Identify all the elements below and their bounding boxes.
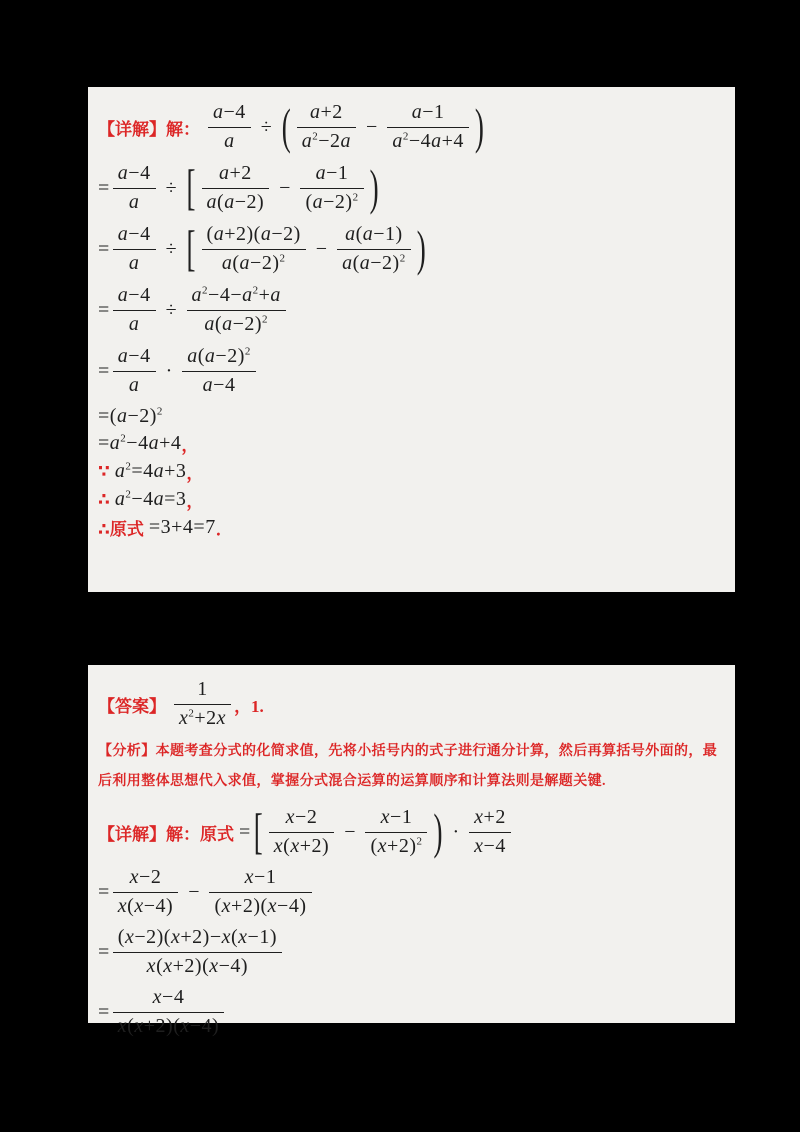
fraction xyxy=(113,161,156,215)
solution-panel-answer xyxy=(88,665,735,1037)
big-bracket: ) xyxy=(474,98,484,154)
fraction-denominator: x(x+2)(x−4) xyxy=(117,1015,220,1037)
fraction-denominator: $x^2+2x$ xyxy=(179,707,227,729)
red-label: ，1. xyxy=(234,696,264,716)
math-text: $=(a-2)^2$ xyxy=(98,405,163,427)
fraction-numerator: a−1 xyxy=(300,161,363,189)
fraction xyxy=(365,805,427,859)
fraction-numerator: x−4 xyxy=(113,985,224,1013)
fraction xyxy=(209,865,311,919)
fraction-denominator: x(x+2)(x−4) xyxy=(146,955,249,977)
fraction xyxy=(174,677,231,731)
math-text: = xyxy=(98,1000,110,1023)
red-label: 【详解】解：原式 xyxy=(98,824,234,844)
red-label: ∵ xyxy=(98,461,110,481)
formula-line xyxy=(98,344,725,398)
fraction-numerator: a+2 xyxy=(297,100,356,128)
fraction-numerator: x−1 xyxy=(209,865,311,893)
math-text: = xyxy=(98,359,110,382)
math-operator: − xyxy=(366,115,378,138)
math-operator: · xyxy=(165,359,173,382)
math-text: = xyxy=(239,820,251,843)
fraction xyxy=(202,161,270,215)
formula-line xyxy=(98,985,725,1039)
fraction-numerator: $a(a-2)^2$ xyxy=(182,344,256,372)
fraction-numerator: 1 xyxy=(174,677,231,705)
fraction-denominator: a xyxy=(128,191,140,213)
fraction-numerator: a−4 xyxy=(113,283,156,311)
fraction xyxy=(113,985,224,1039)
fraction-numerator: x+2 xyxy=(469,805,511,833)
math-operator: − xyxy=(344,820,356,843)
math-text: = xyxy=(98,237,110,260)
big-bracket: ( xyxy=(281,98,291,154)
big-bracket: [ xyxy=(186,159,196,215)
fraction-denominator: x−4 xyxy=(474,835,506,857)
formula-line xyxy=(98,100,725,154)
red-label: 【答案】 xyxy=(98,696,166,716)
red-label: ． xyxy=(215,520,233,539)
fraction-denominator: x(x+2) xyxy=(273,835,330,857)
math-text: = xyxy=(98,176,110,199)
fraction-numerator: a−4 xyxy=(113,161,156,189)
fraction xyxy=(469,805,511,859)
fraction xyxy=(269,805,334,859)
fraction-denominator: x(x−4) xyxy=(117,895,174,917)
math-operator: ÷ xyxy=(165,298,177,321)
fraction-numerator: $a^2-4-a^2+a$ xyxy=(187,283,286,311)
formula-line xyxy=(98,405,725,428)
fraction-denominator: $a(a-2)^2$ xyxy=(204,313,269,335)
red-label: ， xyxy=(186,492,204,511)
fraction-numerator: x−1 xyxy=(365,805,427,833)
fraction-denominator: a−4 xyxy=(202,374,236,396)
math-text: =3+4=7 xyxy=(148,516,216,538)
formula-line xyxy=(98,283,725,337)
math-operator: · xyxy=(452,820,460,843)
fraction-denominator: $(x+2)^2$ xyxy=(370,835,423,857)
fraction xyxy=(208,100,251,154)
fraction xyxy=(387,100,469,154)
fraction xyxy=(187,283,286,337)
big-bracket: [ xyxy=(186,220,196,276)
formula-line xyxy=(98,161,725,215)
fraction xyxy=(182,344,256,398)
formula-lines-container xyxy=(98,100,725,540)
formula-line xyxy=(98,805,725,859)
fraction-denominator: a(a−2) xyxy=(206,191,265,213)
fraction xyxy=(297,100,356,154)
fraction-denominator: $a^2-2a$ xyxy=(301,130,352,152)
math-text: = xyxy=(98,940,110,963)
fraction-numerator: a−4 xyxy=(208,100,251,128)
formula-line xyxy=(98,865,725,919)
formula-line xyxy=(98,222,725,276)
red-label: ∴原式 xyxy=(98,520,144,539)
fraction-denominator: $a^2-4a+4$ xyxy=(392,130,464,152)
fraction-numerator: (a+2)(a−2) xyxy=(202,222,306,250)
fraction-numerator: a−4 xyxy=(113,222,156,250)
fraction-numerator: x−2 xyxy=(113,865,178,893)
red-label: ， xyxy=(186,464,204,483)
red-label: ， xyxy=(181,436,199,455)
fraction-denominator: $(a-2)^2$ xyxy=(305,191,359,213)
fraction-numerator: a−4 xyxy=(113,344,156,372)
math-text: = xyxy=(98,880,110,903)
answer-line-container xyxy=(98,677,725,731)
math-text: $a^2-4a=3$ xyxy=(114,488,187,510)
fraction xyxy=(337,222,411,276)
formula-line xyxy=(98,677,725,731)
analysis-paragraph: 【分析】本题考查分式的化简求值，先将小括号内的式子进行通分计算，然后再算括号外面的，最后利用整体思想代入求值，掌握分式混合运算的运算顺序和计算法则是解题关键. xyxy=(98,744,718,789)
math-operator: − xyxy=(279,176,291,199)
red-label: ∴ xyxy=(98,489,110,509)
big-bracket: [ xyxy=(253,803,263,859)
fraction-numerator: (x−2)(x+2)−x(x−1) xyxy=(113,925,282,953)
fraction xyxy=(113,222,156,276)
fraction xyxy=(202,222,306,276)
fraction-numerator: a(a−1) xyxy=(337,222,411,250)
fraction xyxy=(113,283,156,337)
fraction-numerator: a−1 xyxy=(387,100,469,128)
math-operator: − xyxy=(188,880,200,903)
fraction-numerator: x−2 xyxy=(269,805,334,833)
math-operator: ÷ xyxy=(260,115,272,138)
fraction xyxy=(113,344,156,398)
fraction-denominator: a xyxy=(224,130,235,152)
math-text: = xyxy=(98,298,110,321)
fraction-denominator: $a(a-2)^2$ xyxy=(342,252,406,274)
fraction-numerator: a+2 xyxy=(202,161,270,189)
math-text: $a^2=4a+3$ xyxy=(114,460,187,482)
formula-line xyxy=(98,925,725,979)
big-bracket: ) xyxy=(369,159,379,215)
solution-panel-detail xyxy=(88,87,735,592)
fraction-denominator: (x+2)(x−4) xyxy=(214,895,307,917)
big-bracket: ) xyxy=(416,220,426,276)
fraction xyxy=(113,865,178,919)
fraction-denominator: $a(a-2)^2$ xyxy=(221,252,286,274)
math-text: $=a^2-4a+4$ xyxy=(98,432,182,454)
formula-line xyxy=(98,459,725,484)
big-bracket: ) xyxy=(433,803,443,859)
formula-line xyxy=(98,431,725,456)
red-label: 【详解】解： xyxy=(98,119,200,139)
formula-line xyxy=(98,515,725,540)
fraction-denominator: a xyxy=(128,313,140,335)
formula-line xyxy=(98,487,725,512)
math-operator: − xyxy=(315,237,328,260)
fraction xyxy=(113,925,282,979)
fraction-denominator: a xyxy=(128,374,140,396)
math-operator: ÷ xyxy=(165,176,177,199)
fraction xyxy=(300,161,363,215)
detail-lines-container xyxy=(98,805,725,1039)
fraction-denominator: a xyxy=(128,252,140,274)
math-operator: ÷ xyxy=(165,237,177,260)
